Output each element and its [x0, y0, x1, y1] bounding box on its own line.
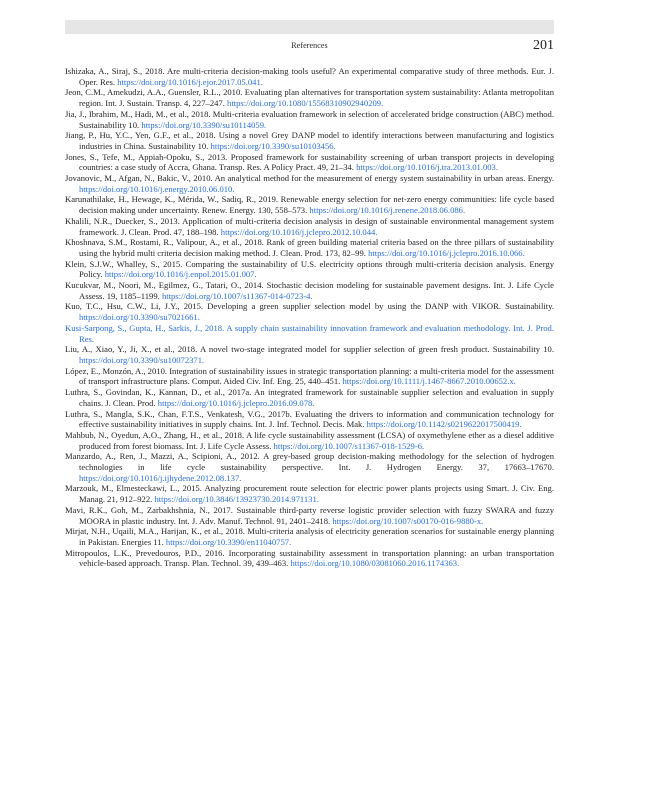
- reference-entry: [65, 194, 554, 215]
- reference-entry: [65, 526, 554, 547]
- doi-link[interactable]: https://doi.org/10.3390/su10103456.: [210, 140, 336, 151]
- reference-text: Khoshnava, S.M., Rostami, R., Valipour, A., et al., 2018. Rank of green building material criteria based on the three pillars of sustainability using the hybrid multi criteria decision making method. J. Clean. Prod. 173, 82–99.: [65, 237, 554, 258]
- doi-link[interactable]: https://doi.org/10.3390/su10072371.: [79, 354, 205, 365]
- reference-text: Jia, J., Ibrahim, M., Hadi, M., et al., 2018. Multi-criteria evaluation framework in selection of accelerated bridge construction (ABC) method. Sustainability 10.: [65, 108, 554, 130]
- reference-entry: [65, 130, 554, 151]
- doi-link[interactable]: https://doi.org/10.1080/15568310902940209.: [227, 98, 384, 109]
- reference-entry: [65, 87, 554, 108]
- doi-link[interactable]: https://doi.org/10.1007/s11367-018-1529-6.: [273, 440, 425, 451]
- reference-entry: [65, 173, 554, 194]
- reference-entry[interactable]: [65, 323, 554, 344]
- doi-link[interactable]: https://doi.org/10.1016/j.ejor.2017.05.041.: [117, 76, 263, 87]
- reference-text: Klein, S.J.W., Whalley, S., 2015. Comparing the sustainability of U.S. electricity options through multi-criteria decision analysis. Energy Policy.: [65, 258, 554, 280]
- reference-text: López, E., Monzón, A., 2010. Integration of sustainability issues in strategic transportation planning: a multi-criteria model for the assessment of transport infrastructure plans. Comput. Aided Civ. Inf. Eng. 25, 440–451.: [65, 365, 554, 387]
- reference-text: Kusi-Sarpong, S., Gupta, H., Sarkis, J., 2018. A supply chain sustainability innovation framework and evaluation methodology. Int. J. Prod. Res.: [65, 322, 554, 344]
- reference-entry: [65, 66, 554, 87]
- doi-link[interactable]: https://doi.org/10.1142/s0219622017500419.: [366, 419, 522, 430]
- doi-link[interactable]: https://doi.org/10.1016/j.jclepro.2012.10.044.: [220, 226, 378, 237]
- doi-link[interactable]: https://doi.org/10.1016/j.jclepro.2016.09.078.: [157, 397, 315, 408]
- reference-text: Karunathilake, H., Hewage, K., Mérida, W., Sadiq, R., 2019. Renewable energy selection for net-zero energy communities: life cycle based decision making under uncertainty. Renew. Energy. 130, 558–573.: [65, 194, 554, 216]
- reference-text: Mavi, R.K., Goh, M., Zarbakhshnia, N., 2017. Sustainable third-party reverse logistic provider selection with fuzzy SWARA and fuzzy MOORA in plastic industry. Int. J. Adv. Manuf. Technol. 91, 2401–2418.: [65, 504, 554, 526]
- doi-link[interactable]: https://doi.org/10.3390/su7021661.: [79, 312, 200, 323]
- doi-link[interactable]: https://doi.org/10.1111/j.1467-8667.2010.00652.x.: [342, 376, 516, 387]
- reference-entry: [65, 505, 554, 526]
- reference-entry: [65, 430, 554, 451]
- reference-entry: [65, 280, 554, 301]
- doi-link[interactable]: https://doi.org/10.1080/03081060.2016.1174363.: [290, 558, 460, 569]
- running-head: [65, 38, 554, 56]
- reference-text: Luthra, S., Mangla, S.K., Chan, F.T.S., Venkatesh, V.G., 2017b. Evaluating the drivers to information and communication technology for effective sustainability initiatives in supply chains. Int. J. Inf. Technol. Decis. Mak.: [65, 408, 554, 430]
- reference-entry: [65, 344, 554, 365]
- reference-entry: [65, 451, 554, 483]
- reference-entry: [65, 109, 554, 130]
- doi-link[interactable]: https://doi.org/10.1016/j.enpol.2015.01.007.: [104, 269, 257, 280]
- reference-entry: [65, 259, 554, 280]
- reference-text: Mitropoulos, L.K., Prevedouros, P.D., 2016. Incorporating sustainability assessment in transportation planning: an urban transportation vehicle-based approach. Transp. Plan. Technol. 39, 439–463.: [65, 547, 554, 569]
- doi-link[interactable]: https://doi.org/10.1016/j.tra.2013.01.003.: [356, 162, 499, 173]
- doi-link[interactable]: https://doi.org/10.1016/j.renene.2018.06.086.: [309, 205, 466, 216]
- reference-text: Jovanovic, M., Afgan, N., Bakic, V., 2010. An analytical method for the measurement of energy system sustainability in urban areas. Energy.: [65, 173, 554, 184]
- doi-link[interactable]: https://doi.org/10.1007/s11367-014-0723-4.: [161, 290, 313, 301]
- reference-entry: [65, 301, 554, 322]
- header-band: [65, 20, 554, 34]
- reference-text: Mahbub, N., Oyedun, A.O., Zhang, H., et al., 2018. A life cycle sustainability assessment (LCSA) of oxymethylene ether as a diesel additive produced from forest biomass. Int. J. Life Cycle Assess.: [65, 429, 554, 451]
- reference-text: Marzouk, M., Elmesteckawi, L., 2015. Analyzing procurement route selection for electric power plants projects using Smart. J. Civ. Eng. Manag. 21, 912–922.: [65, 483, 554, 505]
- reference-text: Jones, S., Tefe, M., Appiah-Opoku, S., 2013. Proposed framework for sustainability screening of urban transport projects in developing countries: a case study of Accra, Ghana. Transp. Res. A Policy Pract. 49, 21–34.: [65, 151, 554, 173]
- doi-link[interactable]: https://doi.org/10.1016/j.ijhydene.2012.08.137.: [79, 472, 242, 483]
- reference-list: [65, 66, 554, 569]
- doi-link[interactable]: https://doi.org/10.1007/s00170-016-9880-x.: [332, 515, 484, 526]
- doi-link[interactable]: https://doi.org/10.3846/13923730.2014.971131.: [154, 494, 319, 505]
- reference-text: Jiang, P., Hu, Y.C., Yen, G.F., et al., 2018. Using a novel Grey DANP model to identify interactions between manufacturing and logistics industries in China. Sustainability 10.: [65, 130, 554, 151]
- page-number: 201: [533, 38, 554, 53]
- reference-text: Jeon, C.M., Amekudzi, A.A., Guensler, R.L., 2010. Evaluating plan alternatives for transportation system sustainability: Atlanta metropolitan region. Int. J. Sustain. Transp. 4, 227–247.: [65, 87, 554, 109]
- reference-text: Kucukvar, M., Noori, M., Egilmez, G., Tatari, O., 2014. Stochastic decision modeling for sustainable pavement designs. Int. J. Life Cycle Assess. 19, 1185–1199.: [65, 280, 554, 301]
- reference-entry: [65, 366, 554, 387]
- doi-link[interactable]: https://doi.org/10.3390/en11040757.: [165, 536, 292, 547]
- reference-entry: [65, 152, 554, 173]
- reference-entry: [65, 548, 554, 569]
- doi-link[interactable]: https://doi.org/10.3390/su10114059.: [141, 119, 267, 130]
- running-title: References: [291, 41, 328, 50]
- reference-text: Mirjat, N.H., Uqaili, M.A., Harijan, K., et al., 2018. Multi-criteria analysis of electricity generation scenarios for sustainable energy planning in Pakistan. Energies 11.: [65, 526, 554, 547]
- doi-link[interactable]: https://doi.org/10.1016/j.energy.2010.06.010.: [79, 183, 235, 194]
- reference-text: Liu, A., Xiao, Y., Ji, X., et al., 2018. A novel two-stage integrated model for supplier selection of green fresh product. Sustainability 10.: [65, 344, 554, 355]
- reference-entry: [65, 237, 554, 258]
- reference-entry: [65, 409, 554, 430]
- reference-text: Manzardo, A., Ren, J., Mazzi, A., Scipioni, A., 2012. A grey-based group decision-making methodology for the selection of hydrogen technologies in life cycle sustainability perspective. Int. J. Hydrogen Energy. 37, 17663–17670.: [65, 451, 554, 473]
- reference-text: Kuo, T.C., Hsu, C.W., Li, J.Y., 2015. Developing a green supplier selection model by using the DANP with VIKOR. Sustainability.: [65, 301, 554, 312]
- reference-text: Ishizaka, A., Siraj, S., 2018. Are multi-criteria decision-making tools useful? An experimental comparative study of three methods. Eur. J. Oper. Res.: [65, 66, 554, 87]
- reference-entry: [65, 387, 554, 408]
- reference-text: Luthra, S., Govindan, K., Kannan, D., et al., 2017a. An integrated framework for sustainable supplier selection and evaluation in supply chains. J. Clean. Prod.: [65, 387, 554, 408]
- reference-entry: [65, 483, 554, 504]
- reference-text: Khalili, N.R., Duecker, S., 2013. Application of multi-criteria decision analysis in design of sustainable environmental management system framework. J. Clean. Prod. 47, 188–198.: [65, 215, 554, 237]
- doi-link[interactable]: https://doi.org/10.1016/j.jclepro.2016.10.066.: [368, 247, 525, 258]
- reference-entry: [65, 216, 554, 237]
